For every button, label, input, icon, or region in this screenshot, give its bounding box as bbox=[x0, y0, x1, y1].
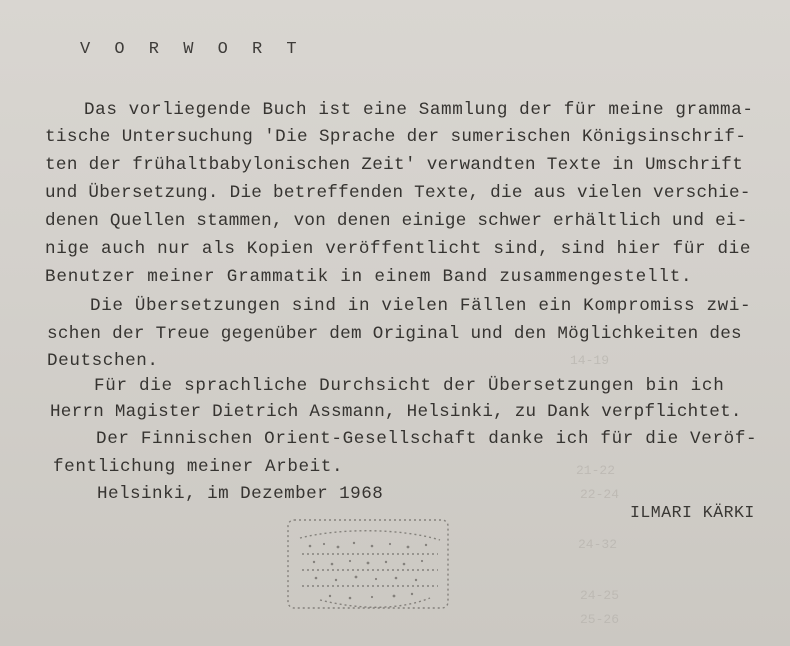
text-line: Helsinki, im Dezember 1968 bbox=[97, 484, 384, 504]
text-line: tische Untersuchung 'Die Sprache der sumerischen Königsinschrif- bbox=[45, 127, 747, 147]
text-line: Deutschen. bbox=[47, 351, 159, 371]
text-line: nige auch nur als Kopien veröffentlicht sind, sind hier für die bbox=[45, 239, 752, 259]
showthrough-mark: 21-22 bbox=[576, 463, 616, 478]
text-line: Der Finnischen Orient-Gesellschaft danke ich für die Veröf- bbox=[96, 429, 758, 449]
text-line: Das vorliegende Buch ist eine Sammlung der für meine gramma- bbox=[84, 100, 754, 120]
author-signature: ILMARI KÄRKI bbox=[630, 503, 755, 522]
showthrough-mark: 22-24 bbox=[580, 487, 620, 502]
text-line: Für die sprachliche Durchsicht der Übersetzungen bin ich bbox=[94, 376, 725, 396]
text-line: denen Quellen stammen, von denen einige schwer erhältlich und ei- bbox=[45, 211, 748, 231]
text-line: fentlichung meiner Arbeit. bbox=[53, 457, 344, 477]
showthrough-mark: 24-32 bbox=[578, 537, 618, 552]
showthrough-mark: 25-26 bbox=[580, 612, 620, 627]
page-heading: V O R W O R T bbox=[80, 40, 304, 59]
text-line: Die Übersetzungen sind in vielen Fällen ein Kompromiss zwi- bbox=[90, 296, 752, 316]
library-stamp-icon bbox=[280, 510, 460, 620]
showthrough-mark: 24-25 bbox=[580, 588, 620, 603]
text-line: Benutzer meiner Grammatik in einem Band zusammengestellt. bbox=[45, 267, 693, 287]
showthrough-mark: 14-19 bbox=[570, 353, 610, 368]
text-line: schen der Treue gegenüber dem Original und den Möglichkeiten des bbox=[47, 324, 742, 344]
text-line: und Übersetzung. Die betreffenden Texte, die aus vielen verschie- bbox=[45, 183, 751, 203]
text-line: ten der frühaltbabylonischen Zeit' verwandten Texte in Umschrift bbox=[45, 155, 744, 175]
text-line: Herrn Magister Dietrich Assmann, Helsinki, zu Dank verpflichtet. bbox=[50, 402, 742, 422]
